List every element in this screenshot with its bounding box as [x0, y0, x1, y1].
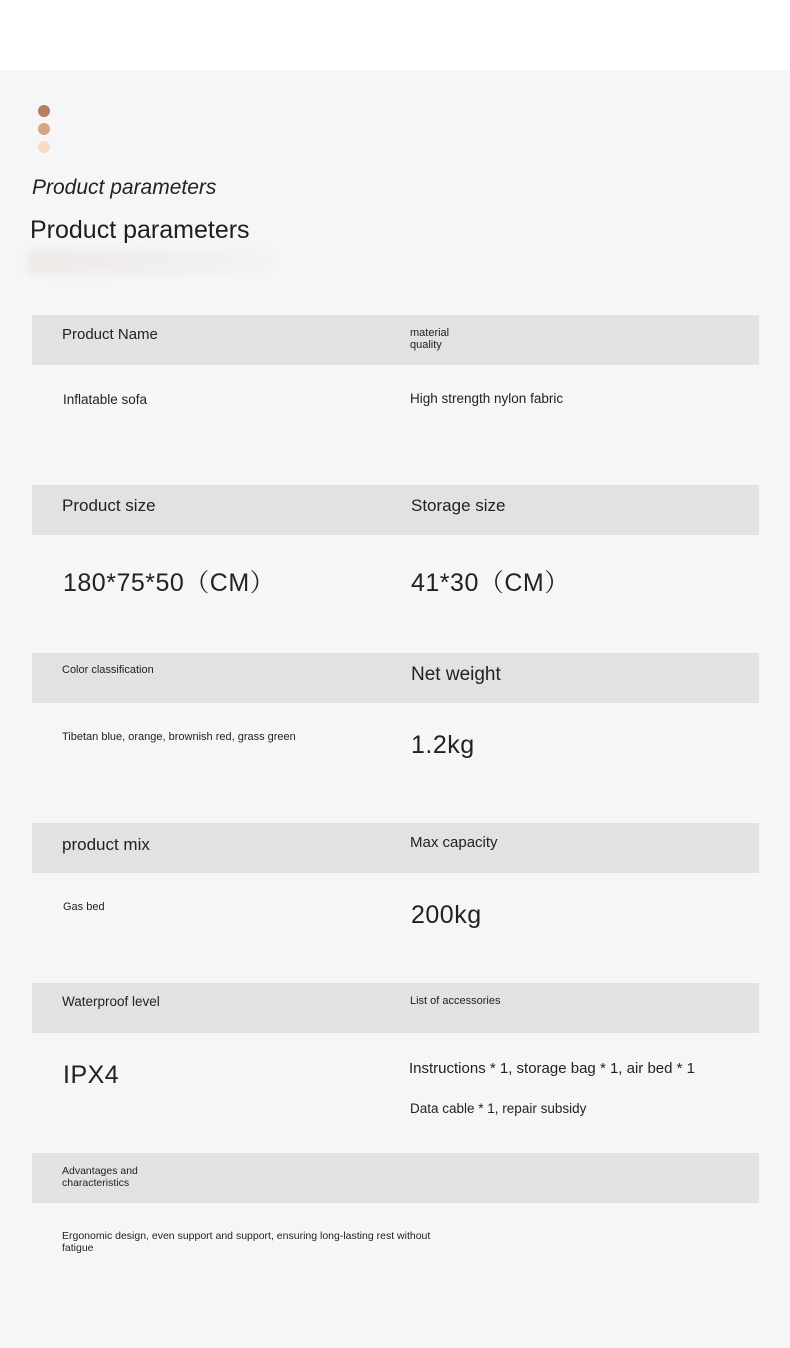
value-accessories-line-2: Data cable * 1, repair subsidy: [410, 1101, 587, 1116]
value-net-weight: 1.2kg: [411, 731, 475, 759]
italic-section-title: Product parameters: [32, 176, 217, 199]
value-accessories-line-1: Instructions * 1, storage bag * 1, air bed * 1: [409, 1060, 696, 1077]
value-product-mix: Gas bed: [63, 901, 105, 913]
label-color-classification: Color classification: [62, 664, 154, 676]
decor-dot-1: [38, 105, 50, 117]
row-header-band: [32, 653, 759, 703]
label-product-size: Product size: [62, 496, 156, 515]
label-storage-size: Storage size: [411, 496, 506, 515]
label-waterproof-level: Waterproof level: [62, 994, 160, 1009]
value-product-size: 180*75*50（CM）: [63, 569, 276, 597]
label-product-name: Product Name: [62, 326, 158, 343]
value-storage-size: 41*30（CM）: [411, 569, 570, 597]
value-color-classification: Tibetan blue, orange, brownish red, grass green: [62, 731, 296, 743]
value-advantages: Ergonomic design, even support and support, ensuring long-lasting rest without fatigue: [62, 1230, 431, 1254]
label-material: material quality: [410, 327, 450, 351]
label-accessories: List of accessories: [410, 995, 501, 1007]
label-advantages: Advantages and characteristics: [62, 1165, 138, 1189]
value-waterproof-level: IPX4: [63, 1061, 120, 1089]
label-product-mix: product mix: [62, 835, 150, 854]
value-material: High strength nylon fabric: [410, 391, 564, 406]
decor-dot-3: [38, 141, 50, 153]
section-title: Product parameters: [30, 216, 250, 244]
value-product-name: Inflatable sofa: [63, 392, 148, 407]
title-underline-decor: [28, 250, 272, 274]
value-max-capacity: 200kg: [411, 901, 482, 929]
label-net-weight: Net weight: [411, 664, 501, 685]
decor-dot-2: [38, 123, 50, 135]
label-max-capacity: Max capacity: [410, 834, 498, 851]
